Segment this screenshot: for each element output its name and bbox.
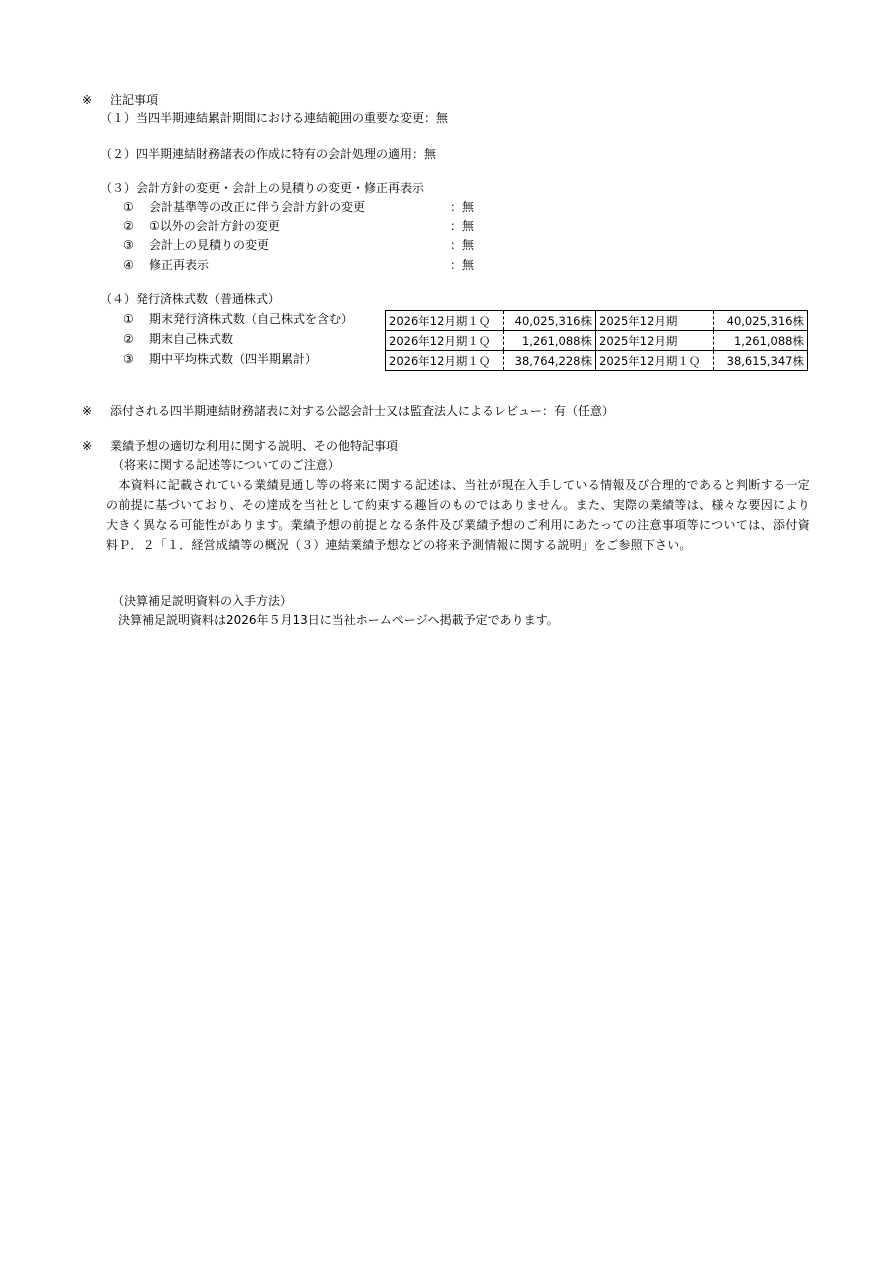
policy-row-num: ③ xyxy=(123,238,134,252)
shares-row-num: ① xyxy=(123,312,134,326)
policy-row-value: ：無 xyxy=(450,258,475,272)
shares-row-label: 期末自己株式数 xyxy=(149,332,234,346)
forecast-heading: 業績予想の適切な利用に関する説明、その他特記事項 xyxy=(110,439,399,453)
policy-row-value: ：無 xyxy=(450,200,475,214)
shares-row-label: 期中平均株式数（四半期累計） xyxy=(149,352,318,366)
notes-item-4-title: （４）発行済株式数（普通株式） xyxy=(100,292,281,306)
shares-period-prior: 2025年12月期 xyxy=(596,311,714,331)
shares-table xyxy=(385,310,808,371)
policy-row-label: 会計上の見積りの変更 xyxy=(149,238,270,252)
notes-item-1: （１）当四半期連結累計期間における連結範囲の重要な変更：無 xyxy=(100,111,449,125)
shares-row-num: ③ xyxy=(123,352,134,366)
shares-row-label: 期末発行済株式数（自己株式を含む） xyxy=(149,312,354,326)
shares-count-current: 38,764,228株 xyxy=(504,351,596,371)
supplementary-subheading: （決算補足説明資料の入手方法） xyxy=(112,594,293,608)
policy-row-label: 会計基準等の改正に伴う会計方針の変更 xyxy=(149,200,366,214)
policy-row-num: ① xyxy=(123,200,134,214)
shares-period-prior: 2025年12月期１Ｑ xyxy=(596,351,714,371)
notes-heading: 注記事項 xyxy=(110,93,159,107)
policy-row-value: ：無 xyxy=(450,238,475,252)
table-row xyxy=(386,311,808,331)
forecast-disclaimer-paragraph: 本資料に記載されている業績見通し等の将来に関する記述は、当社が現在入手している情報及び合理的であると判断する一定の前提に基づいており、その達成を当社として約束する趣旨のものではありません。また、実際の業績等は、様々な要因により大きく異なる可能性があります。業績予想の前提となる条件及び業績予想のご利用にあたっての注意事項等については、添付資料Ｐ．２「１．経営成績等の概況（３）連結業績予想などの将来予測情報に関する説明」をご参照下さい。 xyxy=(106,478,810,552)
policy-row-value: ：無 xyxy=(450,219,475,233)
shares-count-prior: 38,615,347株 xyxy=(714,351,808,371)
review-mark: ※ xyxy=(82,404,93,418)
shares-count-current: 40,025,316株 xyxy=(504,311,596,331)
review-text: 添付される四半期連結財務諸表に対する公認会計士又は監査法人によるレビュー：有（任意） xyxy=(110,404,615,418)
shares-period-prior: 2025年12月期 xyxy=(596,331,714,351)
shares-count-prior: 40,025,316株 xyxy=(714,311,808,331)
supplementary-paragraph: 決算補足説明資料は2026年５月13日に当社ホームページへ掲載予定であります。 xyxy=(106,613,559,627)
policy-row-label: 修正再表示 xyxy=(149,258,210,272)
shares-period-current: 2026年12月期１Ｑ xyxy=(386,311,504,331)
policy-row-num: ② xyxy=(123,219,134,233)
forecast-subheading: （将来に関する記述等についてのご注意） xyxy=(112,458,340,472)
table-row xyxy=(386,331,808,351)
table-row xyxy=(386,351,808,371)
shares-row-num: ② xyxy=(123,332,134,346)
shares-period-current: 2026年12月期１Ｑ xyxy=(386,351,504,371)
policy-row-num: ④ xyxy=(123,258,134,272)
shares-period-current: 2026年12月期１Ｑ xyxy=(386,331,504,351)
policy-row-label: ①以外の会計方針の変更 xyxy=(149,219,280,233)
shares-count-prior: 1,261,088株 xyxy=(714,331,808,351)
notes-item-2: （２）四半期連結財務諸表の作成に特有の会計処理の適用：無 xyxy=(100,147,437,161)
notes-mark: ※ xyxy=(82,93,93,107)
shares-count-current: 1,261,088株 xyxy=(504,331,596,351)
forecast-mark: ※ xyxy=(82,439,93,453)
notes-item-3-title: （３）会計方針の変更・会計上の見積りの変更・修正再表示 xyxy=(100,181,425,195)
